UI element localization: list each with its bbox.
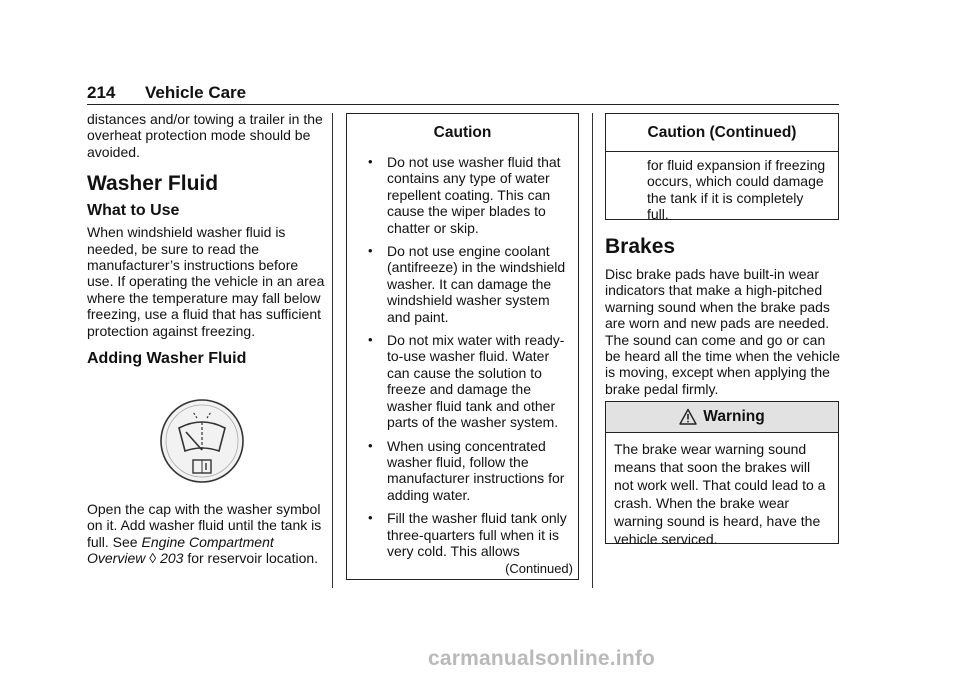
caution-item-text: Fill the washer fluid tank only three-quarters full when it is very cold. This allows xyxy=(387,510,567,559)
caution-continued-title: Caution (Continued) xyxy=(606,114,838,152)
page-ref-number[interactable]: 203 xyxy=(160,550,184,567)
caution-item xyxy=(347,332,578,430)
caution-item-text: Do not mix water with ready-to-use washer fluid. Water can cause the solution to freeze and damage the washer fluid tank and other parts of the washer system. xyxy=(387,332,565,431)
caution-item-text: When using concentrated washer fluid, follow the manufacturer instructions for adding water. xyxy=(387,437,565,503)
caution-item xyxy=(347,510,578,559)
warning-title: Warning xyxy=(703,407,765,425)
caution-item xyxy=(347,438,578,504)
column-divider-left xyxy=(332,113,333,588)
page-number: 214 xyxy=(87,83,116,102)
warning-box xyxy=(605,401,839,547)
warning-text: The brake wear warning sound means that soon the brakes will not work well. That could lead to a crash. When the brake wear warning sound is heard, have the vehicle serviced. xyxy=(614,441,826,547)
ref-tail-text: for reservoir location. xyxy=(187,550,319,567)
caution-item-text: Do not use engine coolant (antifreeze) in the windshield washer. It can damage the windshield washer system and paint. xyxy=(387,243,566,325)
column-divider-right xyxy=(592,113,593,588)
intro-paragraph: distances and/or towing a trailer in the overheat protection mode should be avoided. xyxy=(87,111,323,160)
section-title: Vehicle Care xyxy=(145,83,247,102)
brakes-section xyxy=(605,235,843,397)
caution-box xyxy=(346,113,579,580)
open-cap-paragraph xyxy=(87,501,325,567)
adding-washer-fluid-heading: Adding Washer Fluid xyxy=(87,350,247,368)
watermark: carmanualsonline.info xyxy=(428,647,656,670)
page-ref-symbol: ◊ xyxy=(149,550,157,567)
continued-label: (Continued) xyxy=(505,561,573,577)
brakes-paragraph: Disc brake pads have built-in wear indicators that make a high-pitched warning sound when the brake pads are worn and new pads are needed. The sound can come and go or can be heard all the time when the vehicle is moving, except when applying the brake pedal firmly. xyxy=(605,266,841,397)
caution-item xyxy=(347,243,578,325)
open-cap-text: Open the cap with the washer symbol on it. Add washer fluid until the tank is full. See xyxy=(87,501,322,550)
page-header xyxy=(87,83,839,105)
warning-header xyxy=(606,402,838,433)
bullet-icon: • xyxy=(368,243,373,259)
left-column xyxy=(87,111,325,567)
caution-item xyxy=(347,154,578,236)
engine-compartment-link[interactable]: Engine Compartment Overview xyxy=(87,533,274,567)
what-to-use-heading: What to Use xyxy=(87,202,180,220)
bullet-icon: • xyxy=(368,332,373,348)
caution-continued-text: for fluid expansion if freezing occurs, which could damage the tank if it is completely full. xyxy=(647,157,826,223)
washer-fluid-heading: Washer Fluid xyxy=(87,172,219,196)
warning-symbol-icon xyxy=(679,408,697,426)
header-rule xyxy=(87,104,839,105)
what-to-use-paragraph: When windshield washer fluid is needed, be sure to read the manufacturer’s instructions before use. If operating the vehicle in an area where the temperature may fall below freezing, use a fluid that has sufficient protection against freezing. xyxy=(87,224,325,339)
caution-continued-box xyxy=(605,113,839,223)
bullet-icon: • xyxy=(368,510,373,526)
brakes-heading: Brakes xyxy=(605,235,676,258)
caution-title: Caution xyxy=(433,124,492,141)
bullet-icon: • xyxy=(368,437,373,453)
bullet-icon: • xyxy=(368,154,373,169)
caution-item-text: Do not use washer fluid that contains any type of water repellent coating. This can cause the wiper blades to chatter or skip. xyxy=(387,154,561,236)
washer-fluid-symbol-icon xyxy=(87,369,325,501)
